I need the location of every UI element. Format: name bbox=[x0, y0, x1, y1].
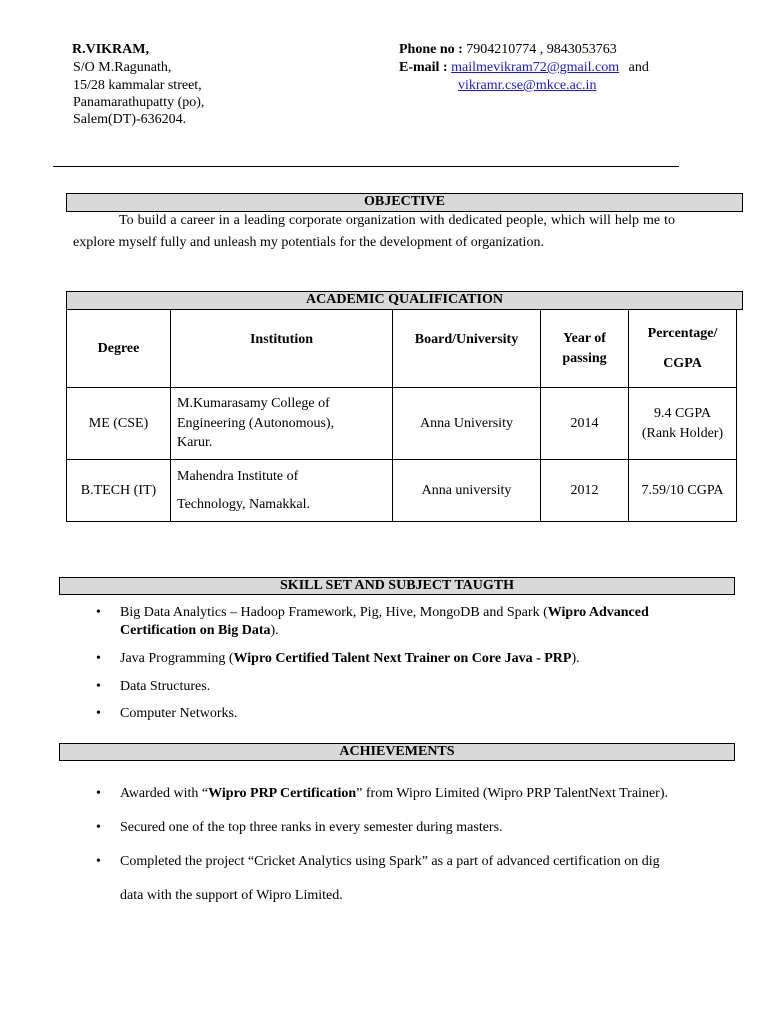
cell-year: 2014 bbox=[541, 388, 629, 460]
email-label: E-mail : bbox=[399, 60, 448, 75]
academic-table bbox=[66, 309, 737, 522]
bullet-icon: • bbox=[96, 820, 101, 835]
address-line: Salem(DT)-636204. bbox=[73, 112, 187, 127]
address-line: 15/28 kammalar street, bbox=[73, 78, 202, 93]
objective-text: To build a career in a leading corporate organization with dedicated people, which will help me to explore myself fully and unleash my potentials for the development of organization. bbox=[73, 213, 675, 250]
cell-board: Anna University bbox=[393, 388, 541, 460]
phone-value: 7904210774 , 9843053763 bbox=[462, 42, 617, 57]
bullet-icon: • bbox=[96, 651, 101, 666]
objective-heading: OBJECTIVE bbox=[66, 193, 743, 212]
email-and: and bbox=[628, 60, 649, 75]
bullet-icon: • bbox=[96, 786, 101, 801]
achievements-list bbox=[96, 777, 678, 913]
header-degree: Degree bbox=[67, 310, 171, 388]
cell-board: Anna university bbox=[393, 460, 541, 522]
email-link-1[interactable]: mailmevikram72@gmail.com bbox=[451, 60, 620, 75]
list-item: • Data Structures. bbox=[96, 678, 211, 694]
candidate-name: R.VIKRAM, bbox=[72, 42, 149, 57]
address-line: S/O M.Ragunath, bbox=[73, 60, 172, 75]
bullet-icon: • bbox=[96, 605, 101, 620]
email-link-2[interactable]: vikramr.cse@mkce.ac.in bbox=[458, 78, 597, 93]
header-year: Year of passing bbox=[541, 310, 629, 388]
cell-degree: ME (CSE) bbox=[67, 388, 171, 460]
cell-score: 9.4 CGPA (Rank Holder) bbox=[629, 388, 737, 460]
header-divider bbox=[53, 166, 679, 167]
list-item: • Awarded with “Wipro PRP Certification” from Wipro Limited (Wipro PRP TalentNext Trainer). bbox=[96, 777, 678, 811]
header-percentage: Percentage/ CGPA bbox=[629, 310, 737, 388]
table-row bbox=[67, 460, 737, 522]
cell-institution: M.Kumarasamy College of Engineering (Autonomous), Karur. bbox=[171, 388, 393, 460]
cell-score: 7.59/10 CGPA bbox=[629, 460, 737, 522]
list-item: • Secured one of the top three ranks in every semester during masters. bbox=[96, 811, 678, 845]
skills-heading: SKILL SET AND SUBJECT TAUGTH bbox=[59, 577, 735, 595]
academic-heading: ACADEMIC QUALIFICATION bbox=[66, 291, 743, 310]
email-line-2 bbox=[458, 77, 596, 95]
cell-institution: Mahendra Institute of Technology, Namakkal. bbox=[171, 460, 393, 522]
list-item: • Java Programming (Wipro Certified Talent Next Trainer on Core Java - PRP). bbox=[96, 651, 580, 666]
cell-degree: B.TECH (IT) bbox=[67, 460, 171, 522]
cell-year: 2012 bbox=[541, 460, 629, 522]
email-line bbox=[399, 59, 649, 77]
bullet-icon: • bbox=[96, 854, 101, 869]
list-item: • Computer Networks. bbox=[96, 706, 238, 721]
table-row bbox=[67, 388, 737, 460]
list-item: • Big Data Analytics – Hadoop Framework, Pig, Hive, MongoDB and Spark (Wipro Advanced Certification on Big Data). bbox=[96, 605, 649, 638]
phone-line bbox=[399, 41, 617, 59]
list-item: • Completed the project “Cricket Analytics using Spark” as a part of advanced certification on dig data with the support of Wipro Limited. bbox=[96, 845, 678, 913]
skills-list bbox=[96, 604, 678, 723]
bullet-icon: • bbox=[96, 706, 101, 721]
address-line: Panamarathupatty (po), bbox=[73, 95, 205, 110]
achievements-heading: ACHIEVEMENTS bbox=[59, 743, 735, 761]
header-board: Board/University bbox=[393, 310, 541, 388]
bullet-icon: • bbox=[96, 678, 101, 694]
table-header-row bbox=[67, 310, 737, 388]
phone-label: Phone no : bbox=[399, 42, 463, 57]
header-institution: Institution bbox=[171, 310, 393, 388]
